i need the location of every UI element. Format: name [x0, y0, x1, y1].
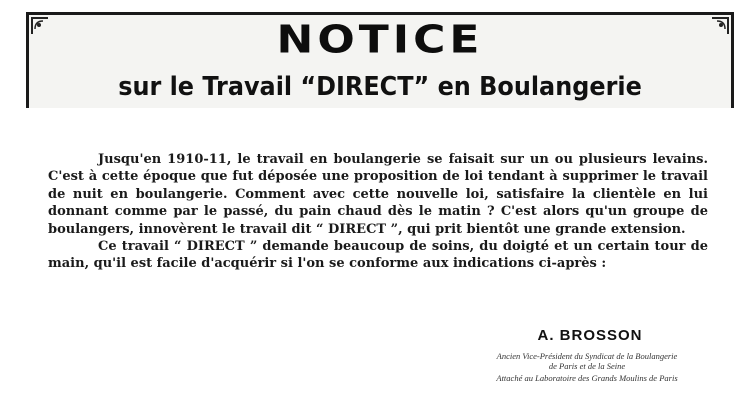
title-banner	[26, 12, 734, 108]
author-name: A. BROSSON	[537, 327, 643, 344]
paragraph-2: Ce travail “ DIRECT ” demande beaucoup de soins, du doigté et un certain tour de main, qu'il est facile d'acquérir si l'on se conforme aux indications ci-après :	[48, 239, 708, 272]
author-title-line: Ancien Vice-Président du Syndicat de la Boulangerie	[496, 351, 678, 361]
notice-text	[48, 151, 708, 273]
paragraph-1: Jusqu'en 1910-11, le travail en boulangerie se faisait sur un ou plusieurs levains. C'est à cette époque que fut déposée une proposition de loi tendant à supprimer le travail de nuit en boulangerie. Comment avec cette nouvelle loi, satisfaire la clientèle en lui donnant comme par le passé, du pain chaud dès le matin ? C'est alors qu'un groupe de boulangers, innovèrent le travail dit “ DIRECT ”, qui prit bientôt une grande extension.	[48, 152, 708, 237]
author-affiliation: Attaché au Laboratoire des Grands Moulins de Paris	[496, 373, 678, 383]
page-title: NOTICE	[276, 18, 484, 62]
author-title-line: de Paris et de la Seine	[548, 361, 626, 371]
page-subtitle: sur le Travail “DIRECT” en Boulangerie	[118, 72, 642, 102]
